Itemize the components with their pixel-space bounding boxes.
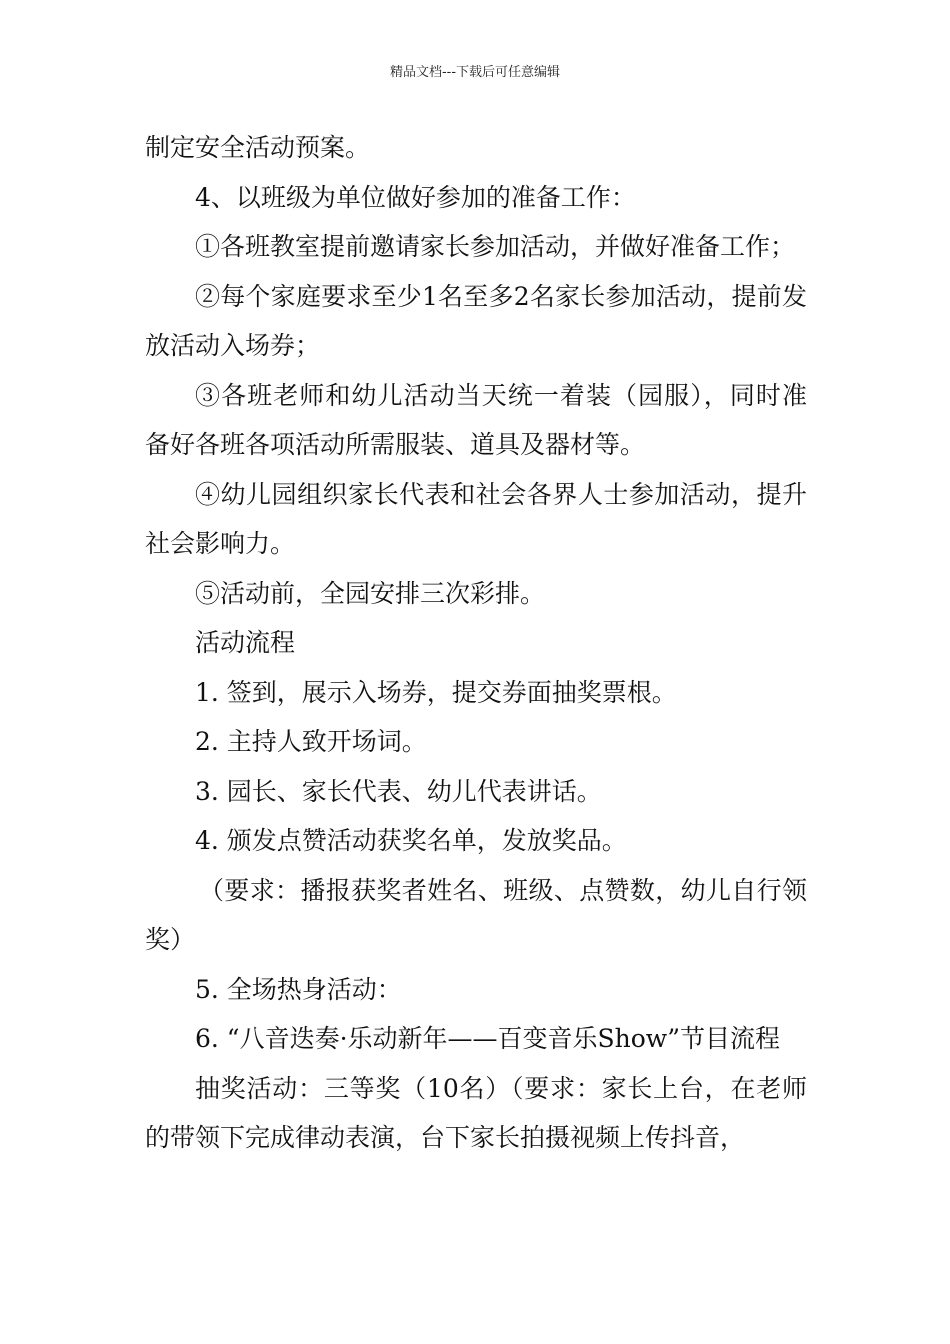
document-body <box>145 123 807 1163</box>
paragraph-2: 4、以班级为单位做好参加的准备工作： <box>195 182 636 212</box>
paragraph-5: ③各班老师和幼儿活动当天统一着装（园服），同时准备好各班各项活动所需服装、道具及器材等。 <box>145 380 807 459</box>
flow-item-4-requirement: （要求：播报获奖者姓名、班级、点赞数，幼儿自行领奖） <box>145 875 807 954</box>
flow-item-4: 4. 颁发点赞活动获奖名单，发放奖品。 <box>195 826 627 855</box>
flow-item-1: 1. 签到，展示入场券，提交券面抽奖票根。 <box>195 677 677 707</box>
paragraph-4: ②每个家庭要求至少1名至多2名家长参加活动，提前发放活动入场券； <box>145 281 807 360</box>
flow-item-2: 2. 主持人致开场词。 <box>195 727 427 756</box>
paragraph-6: ④幼儿园组织家长代表和社会各界人士参加活动，提升社会影响力。 <box>145 479 807 558</box>
section-heading: 活动流程 <box>195 628 296 657</box>
page-header: 精品文档---下载后可任意编辑 <box>389 65 561 80</box>
lottery-paragraph: 抽奖活动：三等奖（10名）（要求：家长上台，在老师的带领下完成律动表演，台下家长拍摄视频上传抖音， <box>145 1073 807 1152</box>
paragraph-7: ⑤活动前，全园安排三次彩排。 <box>195 578 546 608</box>
flow-item-6: 6. “八音迭奏·乐动新年——百变音乐Show”节目流程 <box>195 1024 780 1053</box>
paragraph-1: 制定安全活动预案。 <box>145 133 371 162</box>
paragraph-3: ①各班教室提前邀请家长参加活动，并做好准备工作； <box>195 232 796 261</box>
flow-item-5: 5. 全场热身活动： <box>195 974 402 1004</box>
flow-item-3: 3. 园长、家长代表、幼儿代表讲话。 <box>195 776 602 806</box>
